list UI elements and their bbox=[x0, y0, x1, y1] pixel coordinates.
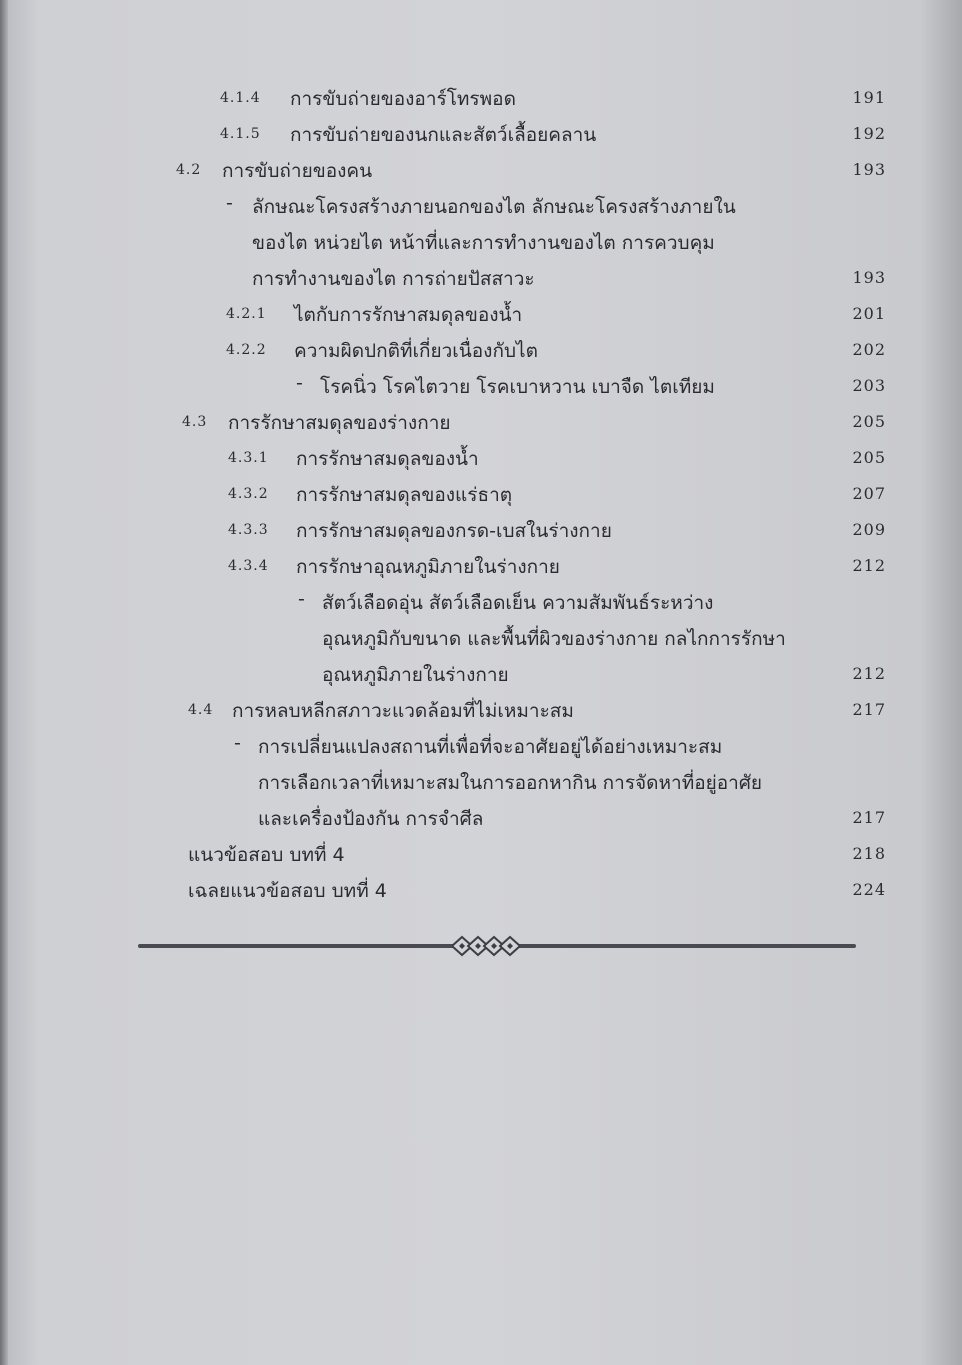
section-title: การขับถ่ายของคน bbox=[222, 160, 373, 182]
section-title: การรักษาสมดุลของกรด-เบสในร่างกาย bbox=[296, 520, 612, 542]
toc-subentry bbox=[0, 368, 962, 404]
section-number: 4.3 bbox=[182, 414, 208, 430]
subentry-text: และเครื่องป้องกัน การจำศีล bbox=[258, 808, 484, 830]
page-number: 218 bbox=[852, 844, 886, 863]
toc-entry-4-1-4 bbox=[0, 80, 962, 116]
subentry-text: การเปลี่ยนแปลงสถานที่เพื่อที่จะอาศัยอยู่ได้อย่างเหมาะสม bbox=[258, 736, 723, 758]
subentry-text: การทำงานของไต การถ่ายปัสสาวะ bbox=[252, 268, 535, 290]
section-title: แนวข้อสอบ บทที่ 4 bbox=[188, 844, 345, 866]
page-number: 202 bbox=[852, 340, 886, 359]
toc-entry-answers bbox=[0, 872, 962, 908]
subentry-text: ของไต หน่วยไต หน้าที่และการทำงานของไต การควบคุม bbox=[252, 232, 715, 254]
section-number: 4.3.2 bbox=[228, 486, 269, 502]
toc-entry-4-3 bbox=[0, 404, 962, 440]
page-number: 217 bbox=[852, 808, 886, 827]
page-number: 212 bbox=[852, 556, 886, 575]
section-number: 4.3.1 bbox=[228, 450, 269, 466]
dash-bullet: - bbox=[296, 372, 303, 394]
section-number: 4.2 bbox=[176, 162, 202, 178]
subentry-text: อุณหภูมิภายในร่างกาย bbox=[322, 664, 509, 686]
page-number: 212 bbox=[852, 664, 886, 683]
subentry-text: โรคนิ่ว โรคไตวาย โรคเบาหวาน เบาจืด ไตเทียม bbox=[320, 376, 715, 398]
section-title: ไตกับการรักษาสมดุลของน้ำ bbox=[294, 304, 523, 326]
subentry-text: ลักษณะโครงสร้างภายนอกของไต ลักษณะโครงสร้างภายใน bbox=[252, 196, 736, 218]
page-number: 209 bbox=[852, 520, 886, 539]
page-number: 191 bbox=[852, 88, 886, 107]
subentry-text: สัตว์เลือดอุ่น สัตว์เลือดเย็น ความสัมพันธ์ระหว่าง bbox=[322, 592, 714, 614]
page-number: 193 bbox=[852, 160, 886, 179]
section-number: 4.2.1 bbox=[226, 306, 267, 322]
section-title: การหลบหลีกสภาวะแวดล้อมที่ไม่เหมาะสม bbox=[232, 700, 574, 722]
section-title: การรักษาอุณหภูมิภายในร่างกาย bbox=[296, 556, 560, 578]
toc-entry-4-3-3 bbox=[0, 512, 962, 548]
page-number: 203 bbox=[852, 376, 886, 395]
section-number: 4.1.5 bbox=[220, 126, 261, 142]
toc-subentry bbox=[0, 728, 962, 764]
dash-bullet: - bbox=[226, 192, 233, 214]
page-number: 193 bbox=[852, 268, 886, 287]
toc-entry-4-2-2 bbox=[0, 332, 962, 368]
toc-entry-4-3-4 bbox=[0, 548, 962, 584]
section-number: 4.1.4 bbox=[220, 90, 261, 106]
page-number: 217 bbox=[852, 700, 886, 719]
toc-entry-exam bbox=[0, 836, 962, 872]
section-number: 4.2.2 bbox=[226, 342, 267, 358]
page-number: 207 bbox=[852, 484, 886, 503]
toc-entry-4-2-1 bbox=[0, 296, 962, 332]
dash-bullet: - bbox=[234, 732, 241, 754]
section-title: การขับถ่ายของนกและสัตว์เลื้อยคลาน bbox=[290, 124, 597, 146]
toc-entry-4-2 bbox=[0, 152, 962, 188]
section-title: การรักษาสมดุลของแร่ธาตุ bbox=[296, 484, 513, 506]
toc-entry-4-4 bbox=[0, 692, 962, 728]
page-number: 205 bbox=[852, 448, 886, 467]
toc-subentry bbox=[0, 224, 962, 260]
diamond-ornament-icon bbox=[452, 934, 520, 958]
toc-subentry bbox=[0, 764, 962, 800]
subentry-text: อุณหภูมิกับขนาด และพื้นที่ผิวของร่างกาย กลไกการรักษา bbox=[322, 628, 786, 650]
page-number: 201 bbox=[852, 304, 886, 323]
section-title: การรักษาสมดุลของร่างกาย bbox=[228, 412, 451, 434]
dash-bullet: - bbox=[298, 588, 305, 610]
toc-entry-4-3-2 bbox=[0, 476, 962, 512]
toc-subentry bbox=[0, 656, 962, 692]
section-title: เฉลยแนวข้อสอบ บทที่ 4 bbox=[188, 880, 387, 902]
section-title: การรักษาสมดุลของน้ำ bbox=[296, 448, 479, 470]
toc-entry-4-1-5 bbox=[0, 116, 962, 152]
section-title: ความผิดปกติที่เกี่ยวเนื่องกับไต bbox=[294, 340, 538, 362]
page-number: 205 bbox=[852, 412, 886, 431]
toc-subentry bbox=[0, 620, 962, 656]
section-number: 4.3.4 bbox=[228, 558, 269, 574]
toc-subentry bbox=[0, 584, 962, 620]
toc-subentry bbox=[0, 188, 962, 224]
page-number: 224 bbox=[852, 880, 886, 899]
toc-subentry bbox=[0, 800, 962, 836]
section-number: 4.3.3 bbox=[228, 522, 269, 538]
subentry-text: การเลือกเวลาที่เหมาะสมในการออกหากิน การจัดหาที่อยู่อาศัย bbox=[258, 772, 763, 794]
toc-entry-4-3-1 bbox=[0, 440, 962, 476]
page-number: 192 bbox=[852, 124, 886, 143]
section-number: 4.4 bbox=[188, 702, 214, 718]
section-title: การขับถ่ายของอาร์โทรพอด bbox=[290, 88, 516, 110]
toc-subentry bbox=[0, 260, 962, 296]
